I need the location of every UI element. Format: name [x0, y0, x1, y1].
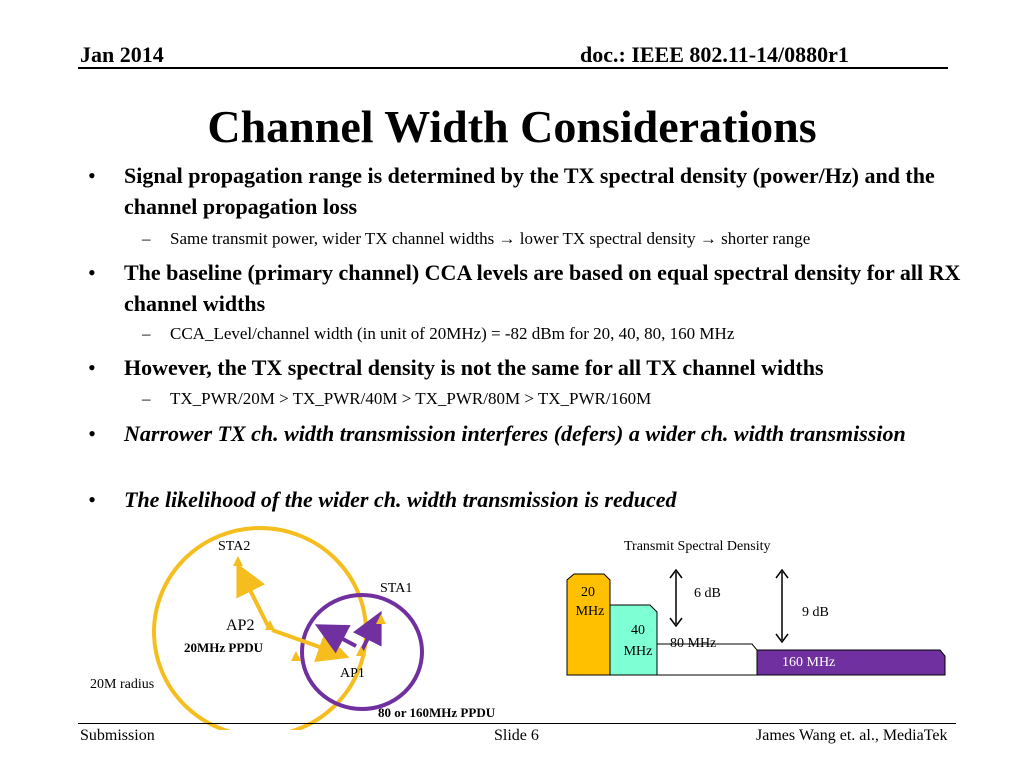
bullet-4-text: Narrower TX ch. width transmission interferes (defers) a wider ch. width transmission [124, 421, 906, 446]
bw-40-line2: MHz [623, 644, 653, 659]
bullet-dot: • [88, 421, 96, 446]
interference-diagram [0, 520, 560, 730]
sub-bullet-3: – TX_PWR/20M > TX_PWR/40M > TX_PWR/80M > TX_PWR/160M [142, 389, 652, 408]
diff-6db-label: 6 dB [694, 586, 721, 601]
bullet-5-text: The likelihood of the wider ch. width transmission is reduced [124, 487, 677, 512]
ppdu-80-160-label: 80 or 160MHz PPDU [378, 705, 496, 720]
bullet-dot: • [88, 260, 96, 285]
bullet-5 [88, 484, 964, 515]
ppdu-20-label: 20MHz PPDU [184, 640, 264, 655]
sub-bullet-2: – CCA_Level/channel width (in unit of 20MHz) = -82 dBm for 20, 40, 80, 160 MHz [142, 324, 735, 343]
header-date: Jan 2014 [80, 42, 164, 67]
sub-bullet-1-text: Same transmit power, wider TX channel widths → lower TX spectral density → shorter range [170, 229, 811, 248]
footer-slide-number: Slide 6 [494, 727, 539, 744]
bullet-dot: • [88, 355, 96, 380]
bw-20-line1: 20 [581, 585, 595, 600]
diff-9db-label: 9 dB [802, 605, 829, 620]
bw-80-label: 80 MHz [670, 636, 717, 651]
footer-submission: Submission [80, 727, 155, 744]
sta2-label: STA2 [218, 539, 251, 554]
ap2-label: AP2 [226, 617, 255, 634]
footer-author: James Wang et. al., MediaTek [756, 727, 948, 744]
bullet-3-text: However, the TX spectral density is not the same for all TX channel widths [124, 355, 824, 380]
radius-20m-label: 20M radius [90, 677, 155, 692]
ap1-to-ap2-arrow [322, 628, 356, 646]
sta1-label: STA1 [380, 581, 413, 596]
sub-bullet-2-text: CCA_Level/channel width (in unit of 20MHz) = -82 dBm for 20, 40, 80, 160 MHz [170, 324, 735, 343]
bullet-dot: • [88, 487, 96, 512]
bullet-2 [88, 257, 964, 319]
bw-40-line1: 40 [631, 623, 645, 638]
spectral-density-diagram [560, 530, 960, 680]
bw-20-line2: MHz [575, 604, 605, 619]
footer-rule [78, 723, 956, 724]
sub-bullet-3-text: TX_PWR/20M > TX_PWR/40M > TX_PWR/80M > TX_PWR/160M [170, 389, 652, 408]
interferer-device-icon [291, 651, 301, 661]
ap2-coverage-circle [154, 528, 366, 730]
sub-bullet-1: – Same transmit power, wider TX channel widths → lower TX spectral density → shorter range [142, 229, 811, 248]
bullet-2-text: The baseline (primary channel) CCA levels are based on equal spectral density for all RX channel widths [124, 260, 961, 316]
bullet-3 [88, 352, 964, 383]
bw-160-block [752, 650, 945, 675]
slide-title: Channel Width Considerations [207, 101, 817, 152]
sta2-device-icon [233, 556, 243, 566]
spectral-density-title: Transmit Spectral Density [624, 539, 771, 554]
bullet-4 [88, 418, 964, 449]
header-doc-id: doc.: IEEE 802.11-14/0880r1 [580, 42, 849, 67]
ap1-label: AP1 [340, 666, 365, 681]
bullet-1 [88, 160, 964, 222]
bullet-1-text: Signal propagation range is determined by the TX spectral density (power/Hz) and the channel propagation loss [124, 163, 935, 219]
bullet-dot: • [88, 163, 96, 188]
header-rule [78, 67, 948, 69]
bw-160-label: 160 MHz [782, 655, 836, 670]
bw-40-block [610, 605, 657, 675]
